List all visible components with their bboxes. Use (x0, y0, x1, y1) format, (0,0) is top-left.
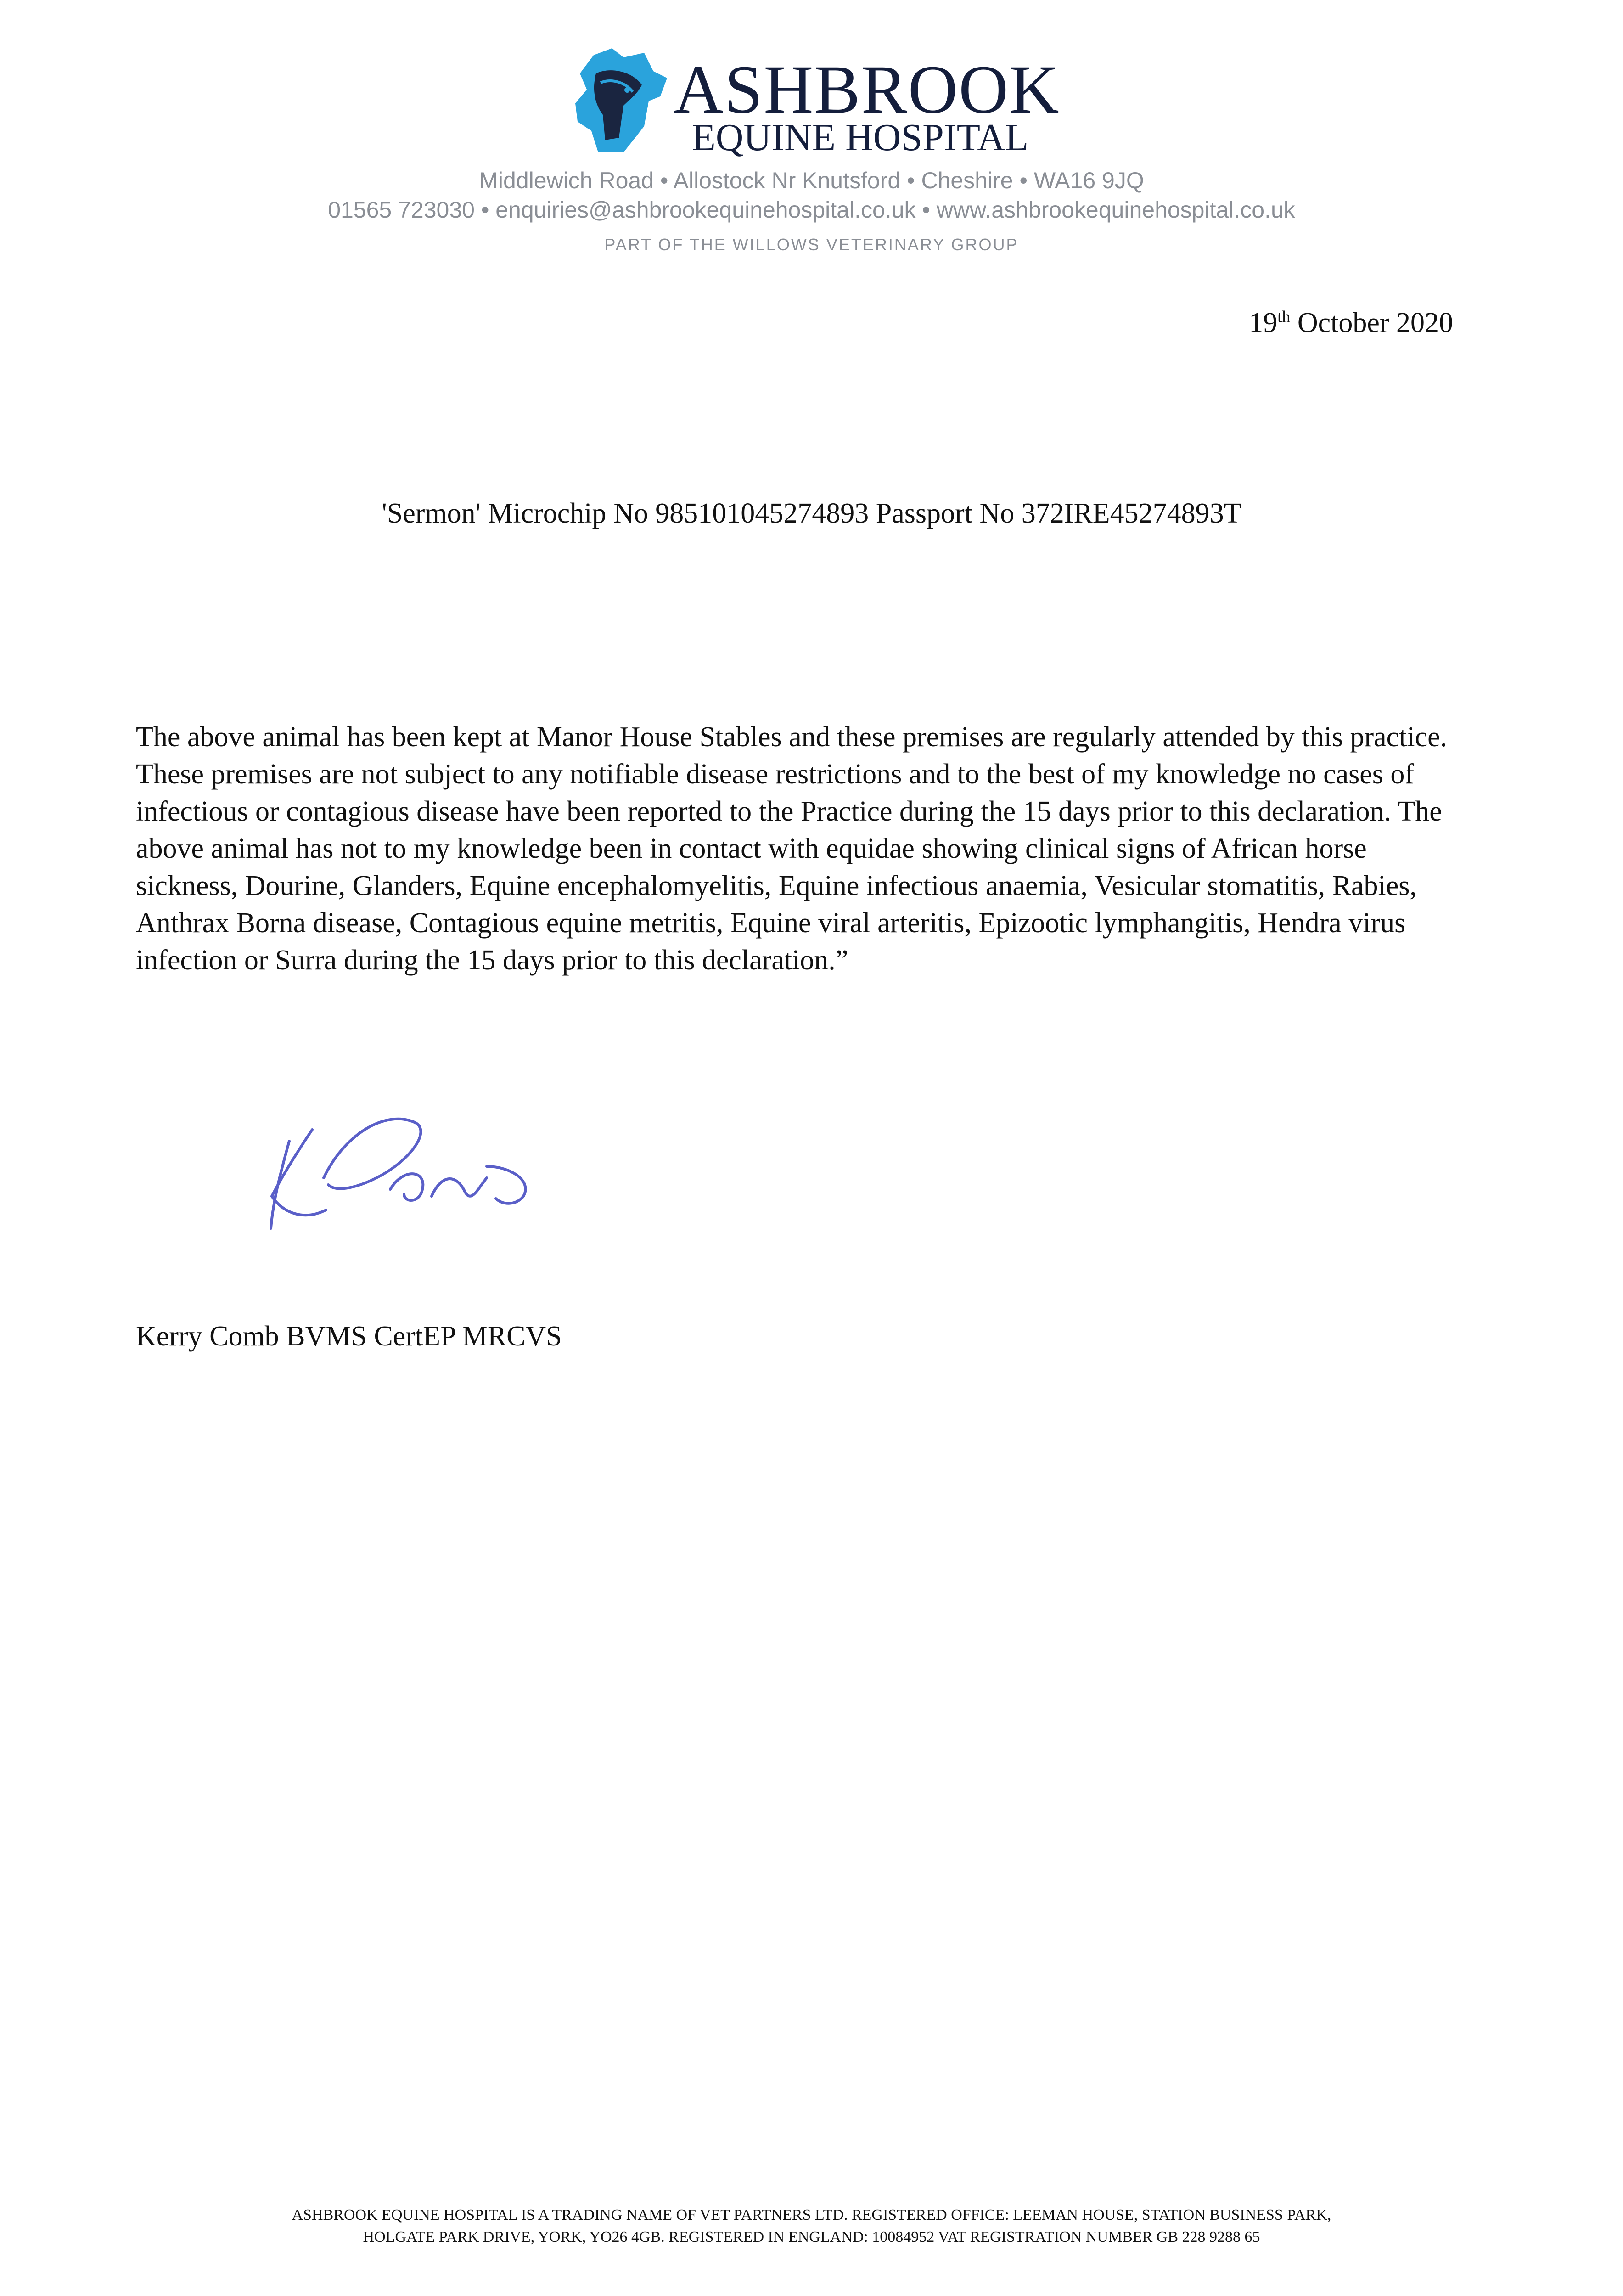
subject-line: 'Sermon' Microchip No 985101045274893 Passport No 372IRE45274893T (382, 498, 1241, 529)
horse-head-icon (568, 46, 669, 156)
signature (239, 1097, 569, 1244)
brand-subtitle: EQUINE HOSPITAL (692, 116, 1029, 159)
date-month-year: October 2020 (1290, 307, 1453, 338)
date-suffix: th (1277, 307, 1291, 326)
letter-date (1249, 307, 1453, 339)
signer-name: Kerry Comb BVMS CertEP MRCVS (136, 1321, 562, 1352)
date-day: 19 (1249, 307, 1278, 338)
letterhead-address: Middlewich Road • Allostock Nr Knutsford • Cheshire • WA16 9JQ (479, 168, 1144, 193)
footer-line-2: HOLGATE PARK DRIVE, YORK, YO26 4GB. REGISTERED IN ENGLAND: 10084952 VAT REGISTRATION NUMBER GB 228 9288 65 (363, 2228, 1260, 2245)
footer (0, 2204, 1623, 2248)
letterhead (0, 46, 1623, 254)
declaration-body: The above animal has been kept at Manor House Stables and these premises are regularly attended by this practice. These premises are not subject to any notifiable disease restrictions and to the best of my knowledge no cases of infectious or contagious disease have been reported to the Practice during the 15 days prior to this declaration. The above animal has not to my knowledge been in contact with equidae showing clinical signs of African horse sickness, Dourine, Glanders, Equine encephalomyelitis, Equine infectious anaemia, Vesicular stomatitis, Rabies, Anthrax Borna disease, Contagious equine metritis, Equine viral arteritis, Epizootic lymphangitis, Hendra virus infection or Surra during the 15 days prior to this declaration.” (136, 721, 1448, 976)
letterhead-group: PART OF THE WILLOWS VETERINARY GROUP (604, 235, 1019, 254)
logo (559, 46, 1064, 161)
brand-name: ASHBROOK (674, 51, 1060, 128)
footer-line-1: ASHBROOK EQUINE HOSPITAL IS A TRADING NAME OF VET PARTNERS LTD. REGISTERED OFFICE: LEEMAN HOUSE, STATION BUSINESS PARK, (292, 2206, 1331, 2223)
letterhead-contact: 01565 723030 • enquiries@ashbrookequinehospital.co.uk • www.ashbrookequinehospital.co.uk (328, 197, 1295, 223)
